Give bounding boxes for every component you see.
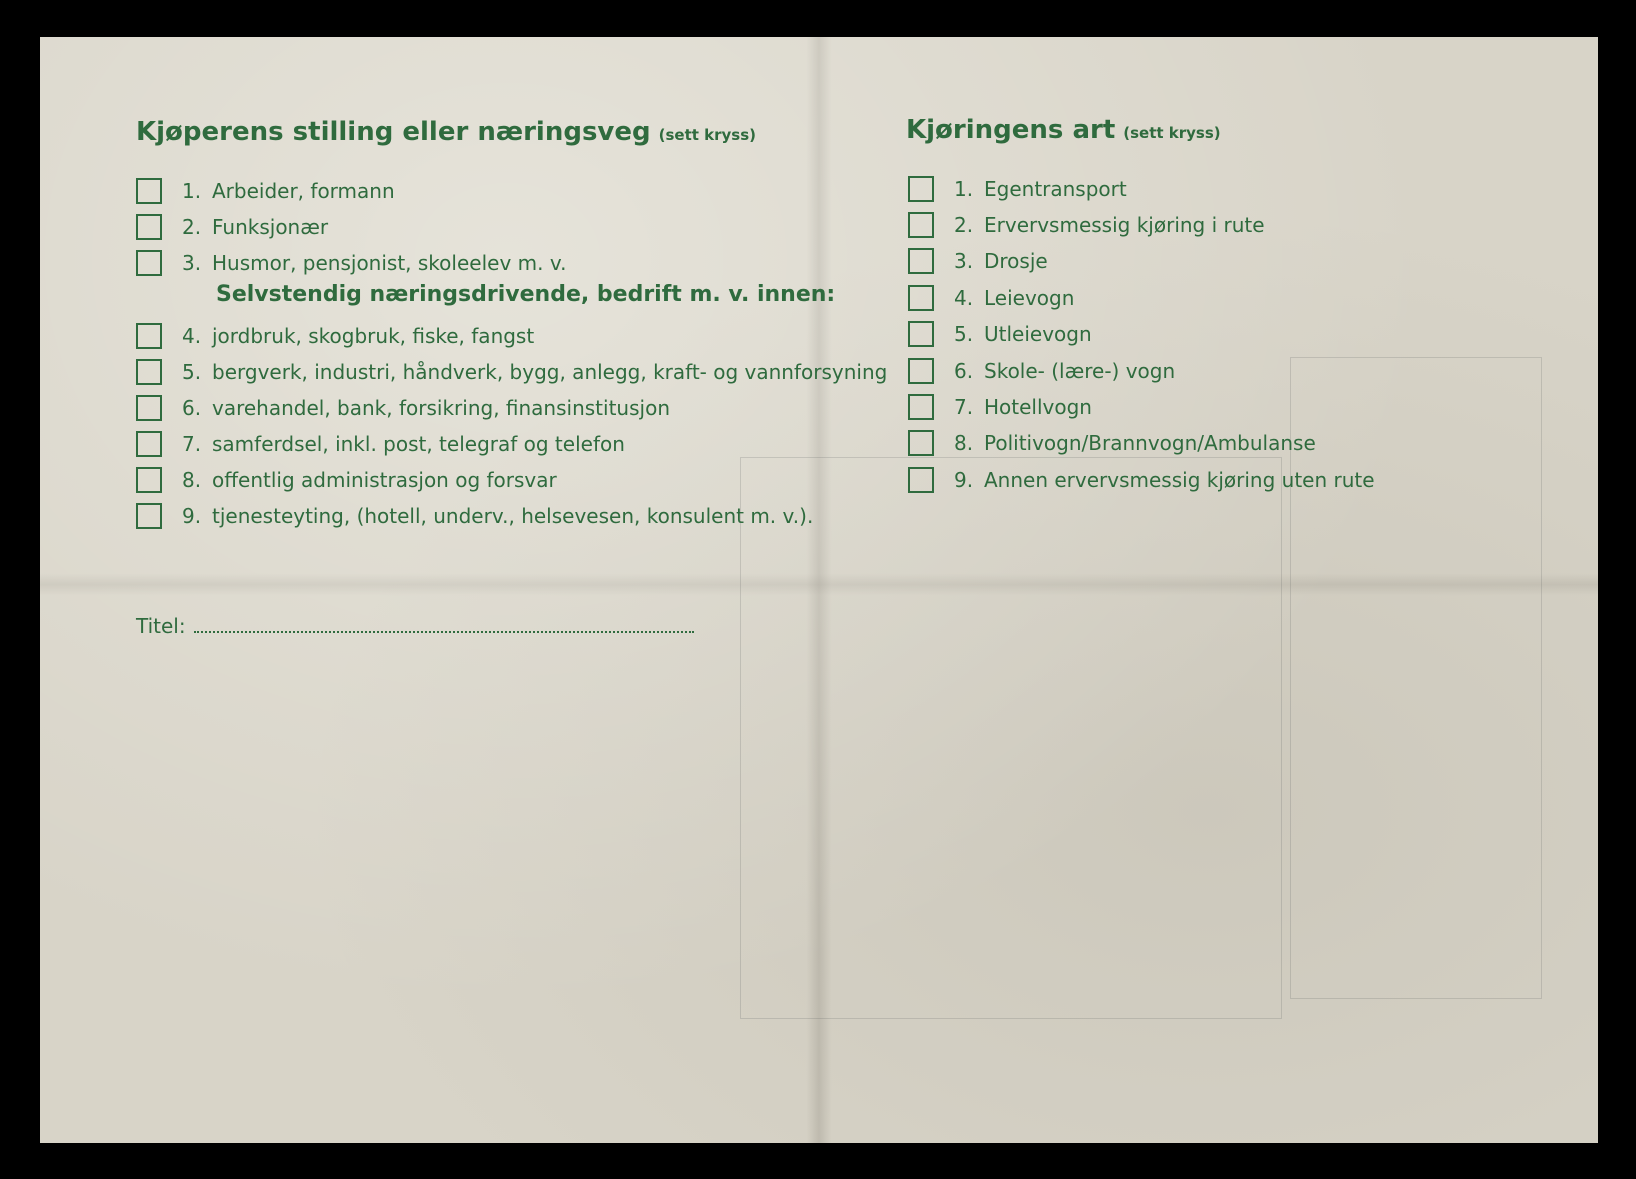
- checkbox[interactable]: [908, 430, 934, 456]
- option-label: Funksjonær: [212, 215, 329, 239]
- right-option-2[interactable]: [908, 209, 1265, 241]
- titel-dotted-line[interactable]: [194, 613, 694, 633]
- checkbox[interactable]: [908, 212, 934, 238]
- option-number: 4.: [182, 324, 202, 348]
- option-label: bergverk, industri, håndverk, bygg, anlegg, kraft- og vannforsyning: [212, 360, 888, 384]
- checkbox[interactable]: [136, 503, 162, 529]
- option-label: offentlig administrasjon og forsvar: [212, 468, 557, 492]
- titel-label: Titel:: [136, 614, 186, 638]
- right-option-6[interactable]: [908, 355, 1175, 387]
- titel-field[interactable]: [136, 613, 694, 638]
- checkbox[interactable]: [908, 358, 934, 384]
- option-label: jordbruk, skogbruk, fiske, fangst: [212, 324, 535, 348]
- left-option-3[interactable]: [136, 247, 566, 279]
- option-number: 8.: [182, 468, 202, 492]
- option-label: tjenesteyting, (hotell, underv., helsevesen, konsulent m. v.).: [212, 504, 814, 528]
- option-label: varehandel, bank, forsikring, finansinstitusjon: [212, 396, 670, 420]
- option-number: 5.: [954, 322, 974, 346]
- right-option-8[interactable]: [908, 427, 1316, 459]
- option-label: Utleievogn: [984, 322, 1092, 346]
- right-option-3[interactable]: [908, 245, 1048, 277]
- option-number: 5.: [182, 360, 202, 384]
- checkbox[interactable]: [908, 321, 934, 347]
- option-number: 3.: [182, 251, 202, 275]
- right-title-text: Kjøringens art: [906, 115, 1116, 145]
- option-number: 7.: [954, 395, 974, 419]
- form-sheet: [40, 37, 1598, 1143]
- self-employed-subheading: Selvstendig næringsdrivende, bedrift m. v. innen:: [216, 282, 836, 307]
- option-label: Egentransport: [984, 177, 1127, 201]
- left-option-6[interactable]: [136, 392, 670, 424]
- right-option-9[interactable]: [908, 464, 1375, 496]
- left-title-text: Kjøperens stilling eller næringsveg: [136, 117, 651, 147]
- option-number: 9.: [182, 504, 202, 528]
- option-label: Hotellvogn: [984, 395, 1092, 419]
- option-label: Leievogn: [984, 286, 1075, 310]
- checkbox[interactable]: [136, 214, 162, 240]
- checkbox[interactable]: [136, 467, 162, 493]
- option-label: Skole- (lære-) vogn: [984, 359, 1176, 383]
- right-option-7[interactable]: [908, 391, 1092, 423]
- right-option-4[interactable]: [908, 282, 1074, 314]
- checkbox[interactable]: [908, 467, 934, 493]
- checkbox[interactable]: [908, 248, 934, 274]
- option-number: 7.: [182, 432, 202, 456]
- right-title-hint: (sett kryss): [1123, 124, 1221, 142]
- left-option-2[interactable]: [136, 211, 328, 243]
- left-option-7[interactable]: [136, 428, 625, 460]
- option-label: Husmor, pensjonist, skoleelev m. v.: [212, 251, 567, 275]
- checkbox[interactable]: [136, 395, 162, 421]
- checkbox[interactable]: [136, 178, 162, 204]
- option-number: 9.: [954, 468, 974, 492]
- option-number: 1.: [954, 177, 974, 201]
- checkbox[interactable]: [136, 323, 162, 349]
- option-number: 3.: [954, 249, 974, 273]
- checkbox[interactable]: [908, 285, 934, 311]
- bleed-through-box: [740, 457, 1282, 1019]
- left-option-1[interactable]: [136, 175, 395, 207]
- checkbox[interactable]: [908, 394, 934, 420]
- right-option-5[interactable]: [908, 318, 1092, 350]
- left-title-hint: (sett kryss): [658, 126, 757, 144]
- option-label: Ervervsmessig kjøring i rute: [984, 213, 1265, 237]
- option-number: 4.: [954, 286, 974, 310]
- left-option-5[interactable]: [136, 356, 887, 388]
- checkbox[interactable]: [136, 431, 162, 457]
- left-option-9[interactable]: [136, 500, 813, 532]
- right-section-title: [906, 115, 1221, 145]
- option-label: Drosje: [984, 249, 1048, 273]
- option-label: Arbeider, formann: [212, 179, 395, 203]
- option-number: 1.: [182, 179, 202, 203]
- left-section-title: [136, 117, 756, 147]
- option-number: 6.: [954, 359, 974, 383]
- option-number: 2.: [182, 215, 202, 239]
- option-label: Politivogn/Brannvogn/Ambulanse: [984, 431, 1316, 455]
- checkbox[interactable]: [908, 176, 934, 202]
- checkbox[interactable]: [136, 250, 162, 276]
- right-option-1[interactable]: [908, 173, 1127, 205]
- bleed-through-box: [1290, 357, 1542, 999]
- left-option-8[interactable]: [136, 464, 557, 496]
- left-option-4[interactable]: [136, 320, 534, 352]
- option-number: 6.: [182, 396, 202, 420]
- checkbox[interactable]: [136, 359, 162, 385]
- option-number: 2.: [954, 213, 974, 237]
- option-number: 8.: [954, 431, 974, 455]
- option-label: Annen ervervsmessig kjøring uten rute: [984, 468, 1375, 492]
- option-label: samferdsel, inkl. post, telegraf og telefon: [212, 432, 625, 456]
